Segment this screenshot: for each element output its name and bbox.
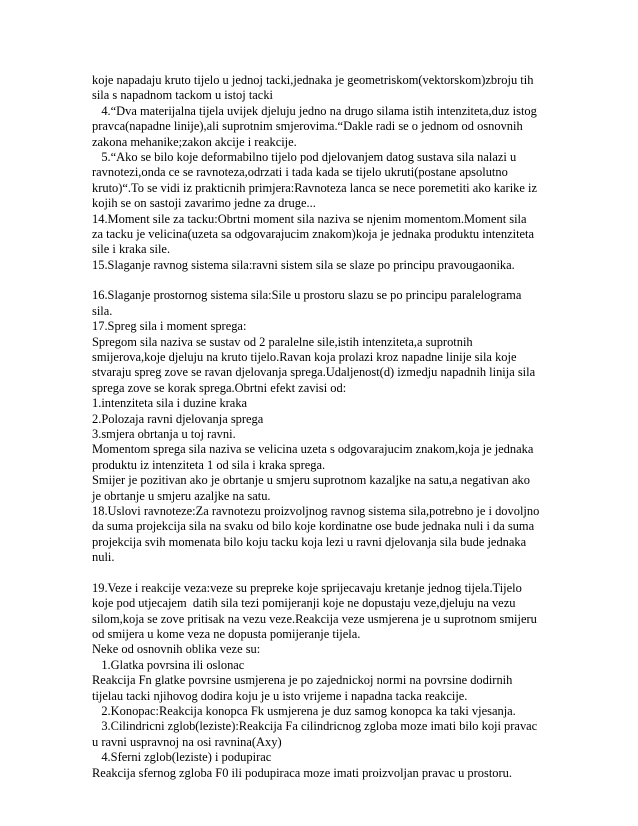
text-line: kojih se on sastoji zavarimo jedne za druge... bbox=[92, 196, 316, 211]
text-line: kruto)“.To se vidi iz prakticnih primjera:Ravnoteza lanca se nece poremetiti ako karike iz bbox=[92, 180, 537, 195]
text-line: koje napadaju kruto tijelo u jednoj tacki,jednaka je geometriskom(vektorskom)zbroju tih bbox=[92, 73, 534, 87]
text-line: 19.Veze i reakcije veza:veze su prepreke koje sprijecavaju kretanje jednog tijela.Tijelo bbox=[92, 580, 522, 595]
text-line: 3.Cilindricni zglob(leziste):Reakcija Fa cilindricnog zgloba moze imati bilo koji pravac bbox=[92, 719, 538, 734]
text-line: smijerova,koje djeluju na kruto tijelo.Ravan koja prolazi kroz napadne linije sila koje bbox=[92, 350, 517, 365]
text-line: sprega zove se korak sprega.Obrtni efekt zavisi od: bbox=[92, 380, 347, 395]
blank-line bbox=[92, 273, 562, 288]
text-line: za tacku je velicina(uzeta sa odgovarajucim znakom)koja je jednaka produktu intenziteta bbox=[92, 226, 535, 241]
text-line: u ravni uspravnoj na osi ravnina(Axy) bbox=[92, 734, 282, 749]
text-line: sila s napadnom tackom u istoj tacki bbox=[92, 88, 273, 103]
text-line: od smijera u kome veza ne dopusta pomijeranje tijela. bbox=[92, 627, 361, 642]
text-line: Neke od osnovnih oblika veze su: bbox=[92, 642, 261, 657]
text-line: Smijer je pozitivan ako je obrtanje u smjeru suprotnom kazaljke na satu,a negativan ako bbox=[92, 473, 530, 488]
text-line: 4.“Dva materijalna tijela uvijek djeluju jedno na drugo silama istih intenziteta,duz istog bbox=[92, 103, 537, 118]
text-line: 2.Konopac:Reakcija konopca Fk usmjerena je duz samog konopca ka taki vjesanja. bbox=[92, 704, 516, 719]
text-line: pravca(napadne linije),ali suprotnim smjerovima.“Dakle radi se o jednom od osnovnih bbox=[92, 119, 523, 134]
text-line: Reakcija sfernog zgloba F0 ili podupiraca moze imati proizvoljan pravac u prostoru. bbox=[92, 765, 512, 780]
text-line: sila. bbox=[92, 303, 113, 318]
text-line: Reakcija Fn glatke povrsine usmjerena je po zajednickoj normi na povrsine dodirnih bbox=[92, 673, 513, 688]
blank-line bbox=[92, 566, 562, 581]
text-line: stvaraju spreg zove se ravan djelovanja sprega.Udaljenost(d) izmedju napadnih linija sila bbox=[92, 365, 536, 380]
text-line: tijelau tacki njihovog dodira koju je u isto vrijeme i napadna tacka reakcije. bbox=[92, 688, 468, 703]
text-line: 17.Spreg sila i moment sprega: bbox=[92, 319, 247, 334]
text-line: 15.Slaganje ravnog sistema sila:ravni sistem sila se slaze po principu pravougaonika. bbox=[92, 257, 515, 272]
text-line: silom,koja se zove pritisak na vezu veze.Reakcija veze usmjerena je u suprotnom smijeru bbox=[92, 611, 537, 626]
text-line: je obrtanje u smjeru azaljke na satu. bbox=[92, 488, 271, 503]
text-line: 16.Slaganje prostornog sistema sila:Sile u prostoru slazu se po principu paralelograma bbox=[92, 288, 522, 303]
text-line: koje pod utjecajem datih sila tezi pomijeranji koje ne dopustaju veze,djeluju na vezu bbox=[92, 596, 516, 611]
text-line: Momentom sprega sila naziva se velicina uzeta s odgovarajucim znakom,koja je jednaka bbox=[92, 442, 534, 457]
text-line: projekcija svih momenata bilo koju tacku koja lezi u ravni djelovanja sila bude jednaka bbox=[92, 534, 527, 549]
text-line: 5.“Ako se bilo koje deformabilno tijelo pod djelovanjem datog sustava sila nalazi u bbox=[92, 149, 517, 164]
text-line: ravnotezi,onda ce se ravnoteza,odrzati i tada kada se tijelo ukruti(postane apsolutno bbox=[92, 165, 508, 180]
document-body bbox=[92, 73, 562, 781]
text-line: Spregom sila naziva se sustav od 2 paralelne sile,istih intenziteta,a suprotnih bbox=[92, 334, 473, 349]
text-line: 2.Polozaja ravni djelovanja sprega bbox=[92, 411, 264, 426]
text-line: sile i kraka sile. bbox=[92, 242, 171, 257]
text-line: 1.Glatka povrsina ili oslonac bbox=[92, 657, 245, 672]
text-line: da suma projekcija sila na svaku od bilo koje kordinatne ose bude jednaka nuli i da suma bbox=[92, 519, 535, 534]
text-line: nuli. bbox=[92, 550, 115, 565]
text-line: 1.intenziteta sila i duzine kraka bbox=[92, 396, 248, 411]
text-line: zakona mehanike;zakon akcije i reakcije. bbox=[92, 134, 297, 149]
text-line: 4.Sferni zglob(leziste) i podupirac bbox=[92, 750, 272, 765]
text-line: 3.smjera obrtanja u toj ravni. bbox=[92, 426, 236, 441]
text-line: produktu iz intenziteta 1 od sila i kraka sprega. bbox=[92, 457, 326, 472]
text-line: 18.Uslovi ravnoteze:Za ravnotezu proizvoljnog ravnog sistema sila,potrebno je i dovoljno bbox=[92, 503, 540, 518]
text-line: 14.Moment sile za tacku:Obrtni moment sila naziva se njenim momentom.Moment sila bbox=[92, 211, 527, 226]
